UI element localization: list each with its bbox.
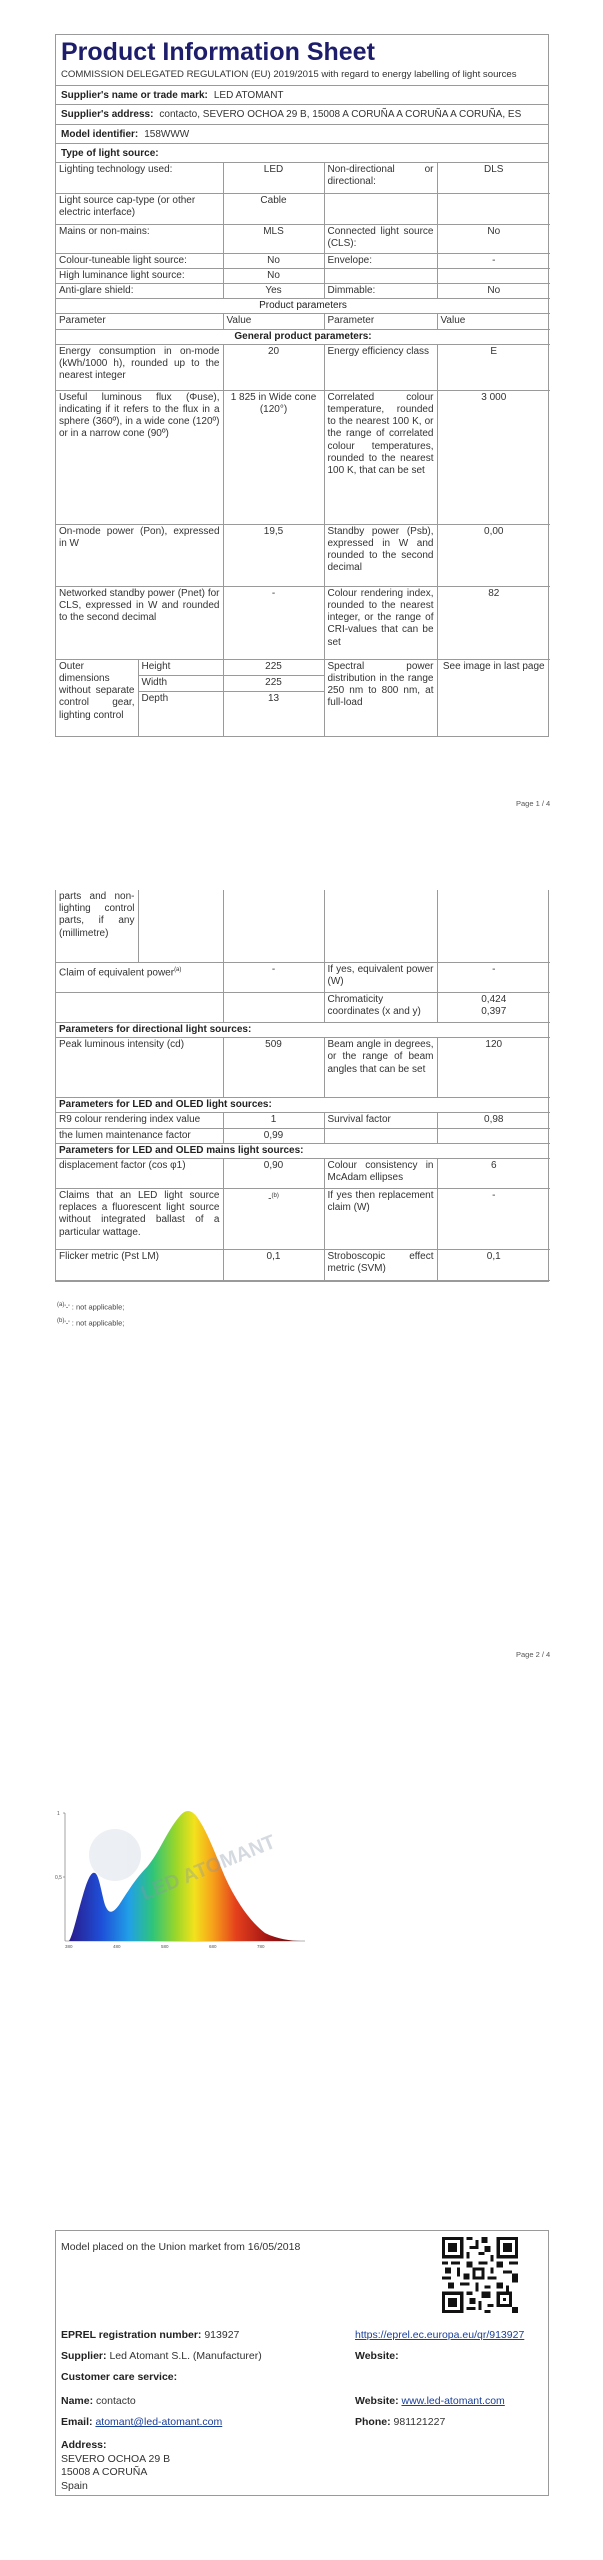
website-link[interactable]: www.led-atomant.com [401,2395,505,2407]
address-line: 15008 A CORUÑA [61,2466,148,2478]
page1-sheet [55,34,549,737]
page2-table [56,963,550,1282]
table-cell: 0,90 [223,1159,324,1189]
table-cell: If yes, equivalent power (W) [324,963,437,993]
table-cell: Colour-tuneable light source: [56,253,223,268]
email-row [61,2416,222,2428]
supplier-value: LED ATOMANT [213,89,284,101]
table-cell [324,268,437,283]
y-tick-label: 1 [57,1811,60,1817]
name-row [61,2395,136,2407]
table-cell [223,993,324,1023]
table-cell: No [437,283,550,298]
type-line [56,144,548,163]
table-cell: displacement factor (cos φ1) [56,1159,223,1189]
table-cell: No [223,268,324,283]
page4-sheet [55,2230,549,2496]
table-cell: - [437,963,550,993]
table-cell: 0,00 [437,524,550,586]
supplier-line [56,86,548,105]
table-cell: Anti-glare shield: [56,283,223,298]
x-tick-label: 480 [113,1944,121,1949]
table-cell: 1 825 in Wide cone (120°) [223,390,324,524]
table-cell: 0,1 [223,1250,324,1281]
eprel-link[interactable]: https://eprel.ec.europa.eu/qr/913927 [355,2329,525,2341]
address-line: Spain [61,2479,88,2492]
table-cell [437,890,550,962]
table-cell: Mains or non-mains: [56,224,223,253]
y-tick-label: 0,5 [55,1875,62,1881]
col-header-value: Value [437,314,550,329]
x-tick-label: 380 [65,1944,73,1949]
table-cell: Cable [223,193,324,224]
model-value: 158WWW [144,128,190,140]
table-cell: Survival factor [324,1113,437,1128]
continued-table [56,890,550,963]
table-cell: 6 [437,1159,550,1189]
email-link[interactable]: atomant@led-atomant.com [95,2416,223,2428]
directional-heading: Parameters for directional light sources: [56,1023,550,1038]
address-value: contacto, SEVERO OCHOA 29 B, 15008 A CORUÑA A CORUÑA A CORUÑA, ES [159,109,522,120]
led-heading: Parameters for LED and OLED light sources: [56,1098,550,1113]
page2-sheet [55,890,549,1282]
height-value: 225 [223,660,324,676]
table-cell: Connected light source (CLS): [324,224,437,253]
width-label: Width [138,676,223,692]
table-cell: Chromaticity coordinates (x and y) [324,993,437,1023]
watermark-text: LED ATOMANT [137,1831,279,1905]
table-cell: 3 000 [437,390,550,524]
website2-row [355,2395,505,2407]
table-cell: - [223,963,324,993]
spd-value: See image in last page [437,660,550,736]
table-cell: 20 [223,344,324,390]
depth-label: Depth [138,692,223,736]
col-header-value: Value [223,314,324,329]
x-tick-label: 580 [161,1944,169,1949]
placed-on-market: Model placed on the Union market from 16/05/2018 [61,2241,301,2253]
supplier-label: Supplier: [61,2350,107,2362]
table-cell: R9 colour rendering index value [56,1113,223,1128]
table-cell [437,268,550,283]
dimensions-table [56,660,550,736]
table-cell: Yes [223,283,324,298]
table-cell: No [223,253,324,268]
address-line: SEVERO OCHOA 29 B [61,2452,171,2465]
table-cell: LED [223,163,324,193]
table-cell: 0,98 [437,1113,550,1128]
table-cell [437,1128,550,1143]
table-cell: - [437,1189,550,1250]
height-label: Height [138,660,223,676]
table-cell: 19,5 [223,524,324,586]
table-cell: Light source cap-type (or other electric interface) [56,193,223,224]
name-label: Name: [61,2395,94,2407]
table-cell: High luminance light source: [56,268,223,283]
light-source-table [56,163,550,660]
address-label: Address: [61,2439,107,2451]
name-value: contacto [96,2395,136,2407]
footnote-a: $^{(a)}$'-' : not applicable; [57,1302,125,1312]
type-label: Type of light source: [61,147,159,159]
spd-label: Spectral power distribution in the range 250 nm to 800 nm, at full-load [324,660,437,736]
table-cell [56,993,223,1023]
table-cell: E [437,344,550,390]
col-header-parameter: Parameter [324,314,437,329]
phone-value: 981121227 [393,2416,446,2428]
table-cell: - [437,253,550,268]
chromaticity-values: 0,424 0,397 [437,993,550,1023]
table-cell: No [437,224,550,253]
table-cell: Envelope: [324,253,437,268]
eprel-value: 913927 [204,2329,240,2341]
table-cell: Standby power (Psb), expressed in W and rounded to the second decimal [324,524,437,586]
table-cell [324,1128,437,1143]
page-number: Page 2 / 4 [516,1650,551,1659]
table-cell: the lumen maintenance factor [56,1128,223,1143]
table-cell [223,890,324,962]
table-cell [138,890,223,962]
table-cell [324,890,437,962]
spectrum-image [55,1795,310,1955]
table-cell: Dimmable: [324,283,437,298]
eprel-label: EPREL registration number: [61,2329,202,2341]
dimensions-label: Outer dimensions without separate control gear, lighting control [56,660,138,736]
table-cell: 0,99 [223,1128,324,1143]
table-cell: MLS [223,224,324,253]
table-cell: Peak luminous intensity (cd) [56,1038,223,1098]
spectrum-chart [55,1795,310,1955]
page-title: Product Information Sheet [61,38,375,66]
customer-care-heading: Customer care service: [61,2371,178,2383]
phone-row [355,2416,445,2428]
supplier-value: Led Atomant S.L. (Manufacturer) [109,2350,262,2362]
x-tick-label: 680 [209,1944,217,1949]
general-parameters-heading: General product parameters: [56,329,550,344]
table-cell: Stroboscopic effect metric (SVM) [324,1250,437,1281]
width-value: 225 [223,676,324,692]
website2-label: Website: [355,2395,399,2407]
x-tick-label: 780 [257,1944,265,1949]
table-cell: Networked standby power (Pnet) for CLS, expressed in W and rounded to the second decimal [56,586,223,659]
website-row [355,2350,399,2362]
product-parameters-heading: Product parameters [56,299,550,314]
model-label: Model identifier: [61,128,139,140]
email-label: Email: [61,2416,93,2428]
website-label: Website: [355,2350,399,2362]
table-cell: Energy consumption in on-mode (kWh/1000 h), rounded up to the nearest integer [56,344,223,390]
address-line [56,105,548,125]
mains-heading: Parameters for LED and OLED mains light sources: [56,1143,550,1158]
page-number: Page 1 / 4 [516,799,551,808]
table-cell: 0,1 [437,1250,550,1281]
table-cell: Flicker metric (Pst LM) [56,1250,223,1281]
table-cell: 509 [223,1038,324,1098]
table-cell: DLS [437,163,550,193]
supplier-row [61,2350,262,2362]
dimensions-continued: parts and non-lighting control parts, if any (millimetre) [56,890,138,962]
table-cell: On-mode power (Pon), expressed in W [56,524,223,586]
table-cell: Beam angle in degrees, or the range of beam angles that can be set [324,1038,437,1098]
qr-code[interactable] [442,2237,518,2313]
table-cell: 1 [223,1113,324,1128]
table-cell: Non-directional or directional: [324,163,437,193]
col-header-parameter: Parameter [56,314,223,329]
address-label: Supplier's address: [61,109,154,120]
table-cell: Lighting technology used: [56,163,223,193]
table-cell: Colour rendering index, rounded to the nearest integer, or the range of CRI-values that can be set [324,586,437,659]
regulation-text: COMMISSION DELEGATED REGULATION (EU) 2019/2015 with regard to energy labelling of light sources [56,67,548,86]
claims-value: -$^{(b)}$ [223,1189,324,1250]
model-line [56,125,548,144]
table-cell: 120 [437,1038,550,1098]
table-cell: Correlated colour temperature, rounded to the nearest 100 K, or the range of correlated colour temperatures, rounded to the nearest 100 K, that can be set [324,390,437,524]
phone-label: Phone: [355,2416,391,2428]
eprel-row [61,2329,239,2341]
table-cell [437,193,550,224]
footnote-b: $^{(b)}$'-' : not applicable; [57,1318,125,1328]
table-cell: Colour consistency in McAdam ellipses [324,1159,437,1189]
table-cell: - [223,586,324,659]
table-cell [324,193,437,224]
equivalent-power-claim: Claim of equivalent power$^{(a)}$ [56,963,223,993]
table-cell: Energy efficiency class [324,344,437,390]
depth-value: 13 [223,692,324,736]
table-cell: If yes then replacement claim (W) [324,1189,437,1250]
supplier-label: Supplier's name or trade mark: [61,89,208,101]
address-block [61,2439,170,2493]
table-cell: Useful luminous flux (Φuse), indicating if it refers to the flux in a sphere (360º), in a wide cone (120º) or in a narrow cone (90º) [56,390,223,524]
table-cell: 82 [437,586,550,659]
table-cell: Claims that an LED light source replaces a fluorescent light source without integrated ballast of a particular wattage. [56,1189,223,1250]
